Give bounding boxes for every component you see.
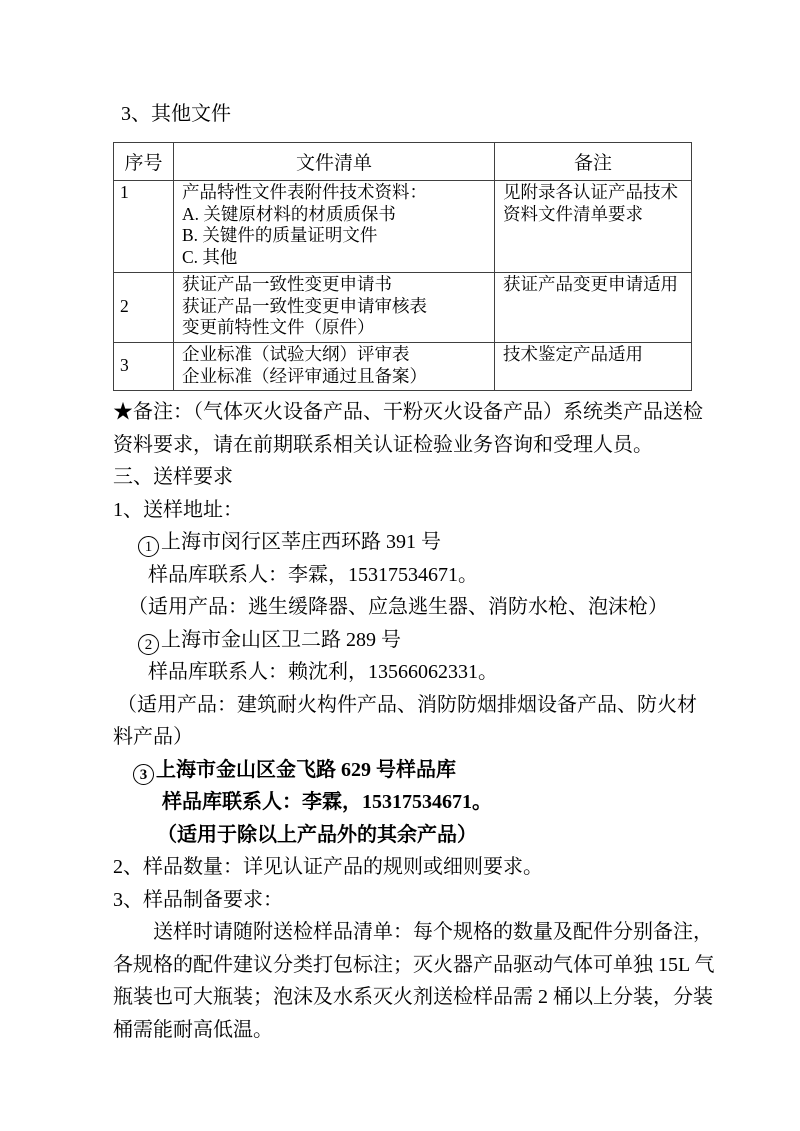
- file-item: 企业标准（经评审通过且备案）: [182, 365, 427, 386]
- remark-cell: 技术鉴定产品适用: [495, 342, 692, 390]
- item-heading-sample-quantity: 2、样品数量：详见认证产品的规则或细则要求。: [113, 856, 543, 879]
- file-item: B. 关键件的质量证明文件: [182, 225, 378, 246]
- address-line-3: [113, 754, 691, 787]
- file-list-cell: [174, 272, 495, 342]
- item-heading-sample-preparation: 3、样品制备要求：: [113, 888, 283, 911]
- address-text: 上海市闵行区莘庄西环路 391 号: [161, 531, 441, 554]
- circled-number-1: 1: [138, 536, 159, 557]
- note-line-2: 资料要求，请在前期联系相关认证检验业务咨询和受理人员。: [113, 433, 653, 456]
- body-text: [113, 396, 715, 1046]
- table-header-row: [114, 143, 692, 181]
- address-line-1: [113, 526, 691, 559]
- contact-line-2: 样品库联系人：赖沈利，13566062331。: [148, 661, 498, 684]
- file-item: 企业标准（试验大纲）评审表: [182, 343, 410, 364]
- col-header-index: 序号: [114, 143, 174, 181]
- table-row: [114, 181, 692, 273]
- address-text: 上海市金山区金飞路 629 号样品库: [156, 758, 456, 781]
- contact-line-1: 样品库联系人：李霖，15317534671。: [148, 563, 478, 586]
- address-text: 上海市金山区卫二路 289 号: [161, 628, 401, 651]
- address-line-2: [113, 624, 691, 657]
- file-item: C. 其他: [182, 247, 238, 268]
- preparation-paragraph-line-1: 送样时请随附送检样品清单：每个规格的数量及配件分别备注，: [153, 921, 713, 944]
- file-list-cell: [174, 342, 495, 390]
- applicable-products-line-3: （适用于除以上产品外的其余产品）: [157, 823, 477, 846]
- remark-cell: 见附录各认证产品技术资料文件清单要求: [495, 181, 692, 273]
- row-index: 3: [114, 342, 174, 390]
- col-header-file-list: 文件清单: [174, 143, 495, 181]
- preparation-paragraph-line-3: 瓶装也可大瓶装；泡沫及水系灭火剂送检样品需 2 桶以上分装，分装: [113, 986, 713, 1009]
- file-item: 获证产品一致性变更申请审核表: [182, 295, 427, 316]
- file-item: 产品特性文件表附件技术资料：: [182, 182, 427, 202]
- note-line-1: ★备注：（气体灭火设备产品、干粉灭火设备产品）系统类产品送检: [113, 401, 703, 424]
- circled-number-3: 3: [133, 764, 154, 785]
- file-item: A. 关键原材料的材质质保书: [182, 203, 396, 224]
- circled-number-2: 2: [138, 634, 159, 655]
- remark-cell: 获证产品变更申请适用: [495, 272, 692, 342]
- table-row: [114, 272, 692, 342]
- section-heading-sample-requirements: 三、送样要求: [113, 466, 233, 489]
- preparation-paragraph-line-4: 桶需能耐高低温。: [113, 1018, 273, 1041]
- section-heading-other-documents: 3、其他文件: [121, 103, 231, 125]
- contact-line-3: 样品库联系人：李霖，15317534671。: [162, 791, 492, 814]
- table-row: [114, 342, 692, 390]
- row-index: 1: [114, 181, 174, 273]
- page-content: [113, 96, 715, 1046]
- row-index: 2: [114, 272, 174, 342]
- applicable-products-line-1: （适用产品：逃生缓降器、应急逃生器、消防水枪、泡沫枪）: [128, 596, 668, 619]
- file-item: 变更前特性文件（原件）: [182, 317, 375, 338]
- applicable-products-line-2b: 料产品）: [113, 726, 193, 749]
- file-list-cell: [174, 181, 495, 273]
- preparation-paragraph-line-2: 各规格的配件建议分类打包标注；灭火器产品驱动气体可单独 15L 气: [113, 953, 715, 976]
- item-heading-sample-address: 1、送样地址：: [113, 498, 243, 521]
- col-header-remark: 备注: [495, 143, 692, 181]
- applicable-products-line-2a: （适用产品：建筑耐火构件产品、消防防烟排烟设备产品、防火材: [117, 693, 697, 716]
- file-item: 获证产品一致性变更申请书: [182, 273, 392, 294]
- documents-table: [113, 142, 692, 391]
